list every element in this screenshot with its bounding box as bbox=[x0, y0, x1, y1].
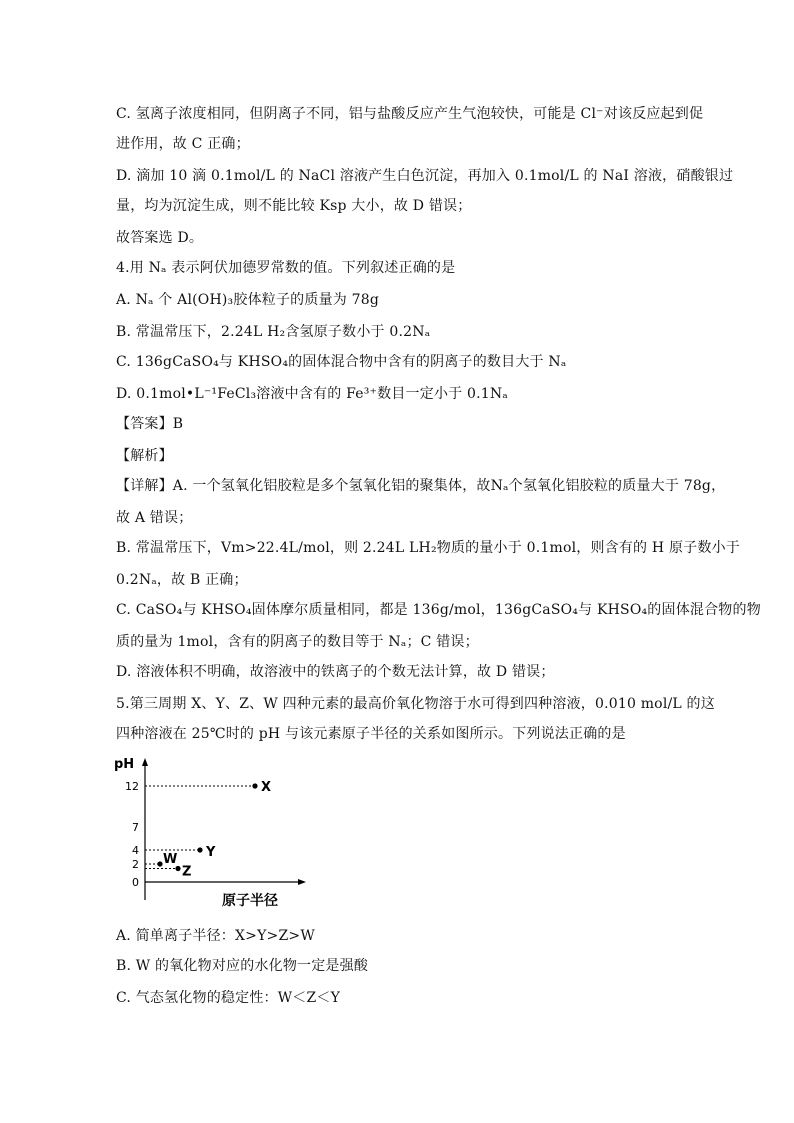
y-tick-label: 0 bbox=[132, 876, 139, 889]
question-4: 4.用 Nₐ 表示阿伏加德罗常数的值。下列叙述正确的是 bbox=[116, 260, 456, 276]
ph-vs-radius-chart bbox=[110, 752, 310, 912]
q4-option-b: B. 常温常压下，2.24L H₂含氢原子数小于 0.2Nₐ bbox=[116, 324, 431, 340]
q4-option-d: D. 0.1mol•L⁻¹FeCl₃溶液中含有的 Fe³⁺数目一定小于 0.1Nₐ bbox=[116, 386, 508, 402]
x-axis-label: 原子半径 bbox=[222, 893, 278, 909]
point-label-w: W bbox=[163, 852, 178, 867]
y-tick-label: 2 bbox=[132, 858, 139, 871]
y-axis-arrow bbox=[142, 758, 148, 766]
q4-detail-b-line1: B. 常温常压下，Vm>22.4L/mol，则 2.24L LH₂物质的量小于 0.1mol，则含有的 H 原子数小于 bbox=[116, 540, 740, 556]
point-label-y: Y bbox=[206, 845, 216, 860]
point-label-z: Z bbox=[182, 864, 192, 880]
explanation-d-line2: 量，均为沉淀生成，则不能比较 Ksp 大小，故 D 错误； bbox=[116, 198, 472, 214]
x-axis-arrow bbox=[298, 879, 306, 885]
q4-detail-c-line1: C. CaSO₄与 KHSO₄固体摩尔质量相同，都是 136g/mol，136gCaSO₄与 KHSO₄的固体混合物的物 bbox=[116, 602, 761, 618]
q4-answer: 【答案】B bbox=[116, 416, 184, 432]
q4-option-a: A. Nₐ 个 Al(OH)₃胶体粒子的质量为 78g bbox=[116, 292, 379, 308]
y-tick-label: 4 bbox=[132, 844, 139, 857]
point-y bbox=[197, 847, 202, 852]
y-axis-label: pH bbox=[114, 757, 135, 772]
y-tick-label: 7 bbox=[132, 821, 139, 834]
q5-option-b: B. W 的氧化物对应的水化物一定是强酸 bbox=[116, 958, 369, 974]
explanation-d-line1: D. 滴加 10 滴 0.1mol/L 的 NaCl 溶液产生白色沉淀，再加入 0.1mol/L 的 NaI 溶液，硝酸银过 bbox=[116, 168, 734, 184]
explanation-c-line1: C. 氢离子浓度相同，但阴离子不同，铝与盐酸反应产生气泡较快，可能是 Cl⁻对该反应起到促 bbox=[116, 106, 704, 122]
point-label-x: X bbox=[261, 780, 272, 795]
point-x bbox=[252, 783, 257, 788]
q4-detail-c-line2: 质的量为 1mol，含有的阴离子的数目等于 Nₐ；C 错误； bbox=[116, 634, 479, 650]
answer-q3: 故答案选 D。 bbox=[116, 230, 204, 246]
question-5-line1: 5.第三周期 X、Y、Z、W 四种元素的最高价氧化物溶于水可得到四种溶液，0.010 mol/L 的这 bbox=[116, 696, 715, 712]
q5-option-a: A. 简单离子半径：X>Y>Z>W bbox=[116, 928, 315, 944]
point-z bbox=[175, 866, 180, 871]
y-tick-label: 12 bbox=[125, 780, 139, 793]
q4-analysis-heading: 【解析】 bbox=[116, 448, 173, 464]
question-5-line2: 四种溶液在 25℃时的 pH 与该元素原子半径的关系如图所示。下列说法正确的是 bbox=[116, 726, 626, 742]
q4-option-c: C. 136gCaSO₄与 KHSO₄的固体混合物中含有的阴离子的数目大于 Nₐ bbox=[116, 354, 567, 370]
q4-detail-b-line2: 0.2Nₐ，故 B 正确； bbox=[116, 572, 248, 588]
q4-detail-a-line2: 故 A 错误； bbox=[116, 510, 193, 526]
explanation-c-line2: 进作用，故 C 正确； bbox=[116, 136, 250, 152]
q4-detail-d: D. 溶液体积不明确，故溶液中的铁离子的个数无法计算，故 D 错误； bbox=[116, 664, 555, 680]
q4-detail-a-line1: 【详解】A. 一个氢氧化铝胶粒是多个氢氧化铝的聚集体，故Nₐ个氢氧化铝胶粒的质量大于 78g， bbox=[116, 478, 726, 494]
point-w bbox=[157, 861, 162, 866]
q5-option-c: C. 气态氢化物的稳定性：W＜Z＜Y bbox=[116, 990, 341, 1006]
